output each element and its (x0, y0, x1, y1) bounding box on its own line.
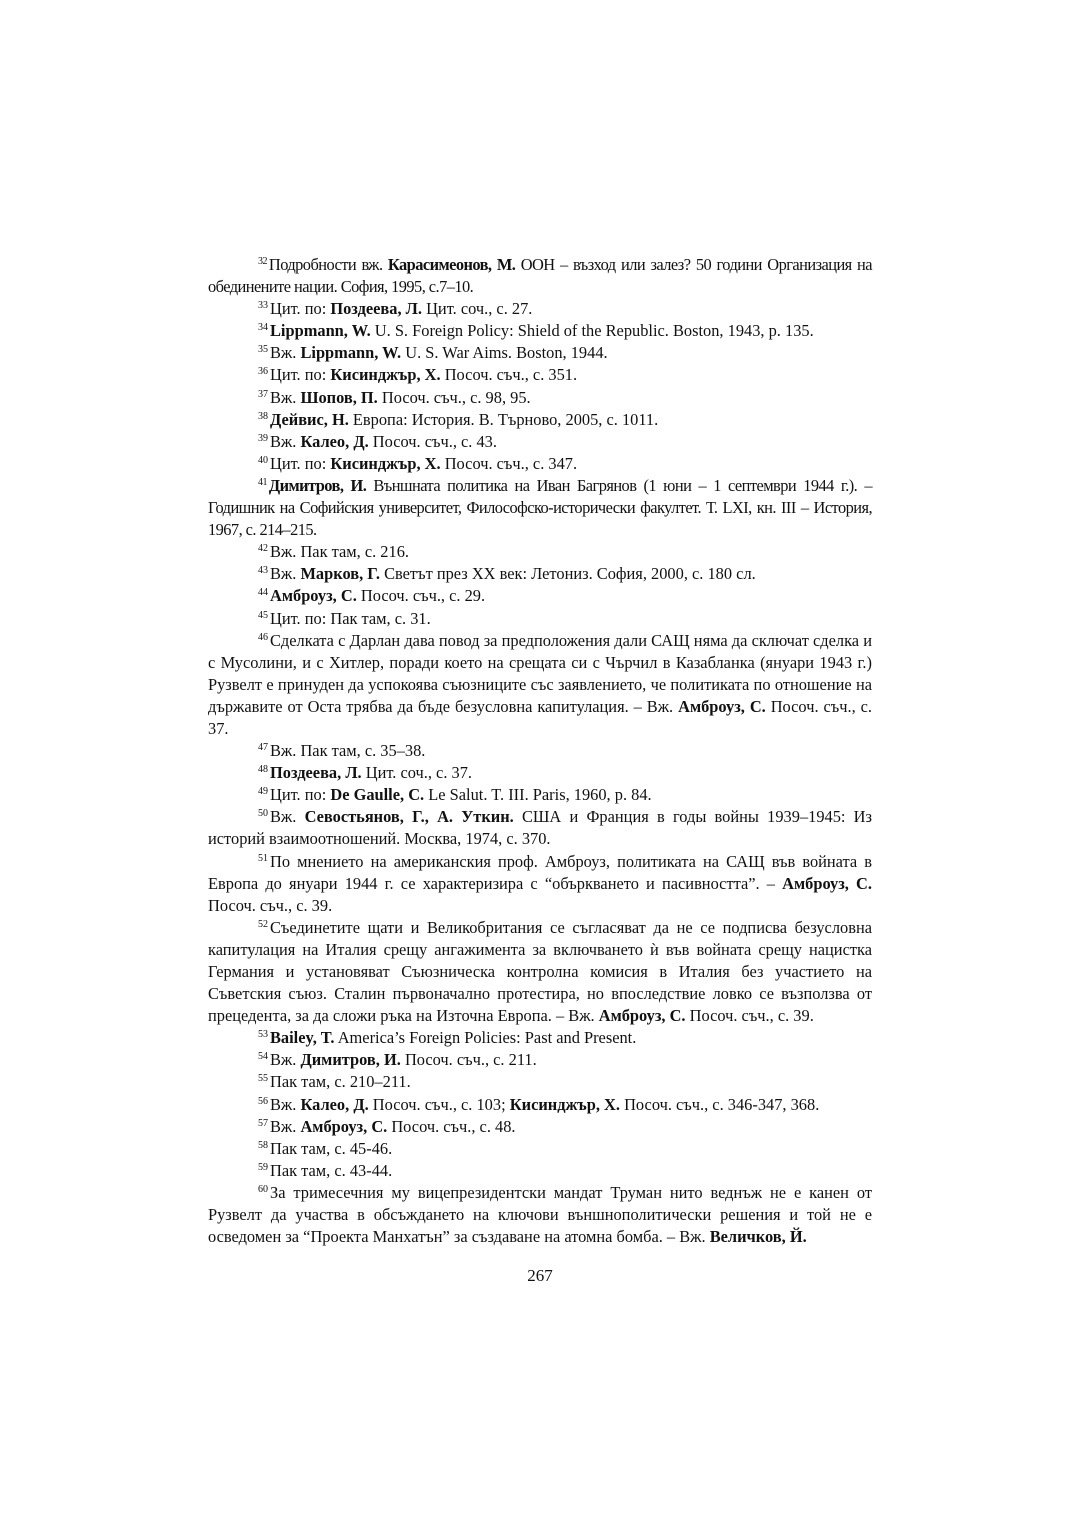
footnote-number: 52 (258, 918, 268, 930)
footnote-text: Пак там, с. 210–211. (270, 1072, 411, 1092)
footnote-55 (208, 1071, 872, 1093)
footnote-46 (208, 630, 872, 740)
page-number: 267 (527, 1266, 553, 1285)
footnote-text: Пак там, с. 45-46. (270, 1138, 393, 1158)
footnote-text: Цит. по: (270, 299, 331, 319)
footnote-number: 45 (258, 609, 268, 621)
footnote-54 (208, 1049, 872, 1071)
footnote-text: За тримесечния му вицепрезидентски мандат Труман нито веднъж не е канен от Рузвелт да участва в обсъждането на ключови външнополитически решения и той не е осведомен за “Проекта Манхатън” за създаване на атомна бомба. – Вж. (208, 1182, 872, 1247)
footnote-53 (208, 1027, 872, 1049)
footnote-47 (208, 740, 872, 762)
footnote-number: 46 (258, 631, 268, 643)
footnote-text: Вж. Пак там, с. 35–38. (270, 741, 426, 761)
footnote-text: Цит. соч., с. 37. (361, 763, 473, 783)
footnote-text: Посоч. съч., с. 29. (356, 586, 486, 606)
footnote-37 (208, 387, 872, 409)
footnote-text: Вж. (270, 387, 301, 407)
footnote-text: Вж. (270, 1116, 301, 1136)
footnote-text: ООН – възход или залез? 50 години Организация на обединените нации. София, 1995, с.7–10. (208, 255, 872, 297)
cited-author: Димитров, И. (268, 475, 367, 495)
footnote-number: 56 (258, 1095, 268, 1107)
footnote-text: Посоч. съч., с. 43. (368, 431, 497, 451)
footnote-number: 39 (258, 432, 268, 444)
cited-author: Поздеева, Л. (330, 299, 422, 319)
footnote-text: США и Франция в годы войны 1939–1945: Из историй взаимоотношений. Москва, 1974, с. 370. (208, 807, 872, 849)
footnote-text: Посоч. съч., с. 48. (387, 1116, 516, 1136)
footnote-number: 33 (258, 300, 268, 312)
footnote-text: Вж. Пак там, с. 216. (270, 542, 409, 562)
footnote-text: U. S. Foreign Policy: Shield of the Republic. Boston, 1943, p. 135. (370, 321, 814, 341)
cited-author: Марков, Г. (300, 564, 380, 584)
cited-author: Кисинджър, Х. (509, 1094, 620, 1114)
footnote-text: Посоч. съч., с. 98, 95. (377, 387, 531, 407)
footnote-text: Вж. (270, 1050, 301, 1070)
cited-author: Амброуз, С. (270, 586, 357, 606)
footnote-text: Съединетите щати и Великобритания се съгласяват да не се подписва безусловна капитулация на Италия срещу ангажимента за включването ѝ във войната срещу нацистка Германия и установяват Съюзническа контролна комисия в Италия без участието на Съветския съюз. Сталин първоначално протестира, но впоследствие ловко се възползва от прецедента, за да сложи ръка на Източна Европа. – Вж. (208, 917, 872, 1026)
footnote-number: 50 (258, 808, 268, 820)
footnote-33 (208, 298, 872, 320)
footnote-45 (208, 608, 872, 630)
cited-author: Карасимеонов, М. (387, 255, 516, 274)
footnote-number: 58 (258, 1139, 268, 1151)
footnote-48 (208, 762, 872, 784)
footnote-number: 32 (258, 256, 267, 267)
footnote-text: Цит. по: Пак там, с. 31. (270, 608, 431, 628)
footnote-number: 35 (258, 344, 268, 356)
cited-author: Калео, Д. (300, 431, 369, 451)
cited-author: De Gaulle, C. (330, 785, 425, 805)
footnote-number: 36 (258, 366, 268, 378)
footnote-36 (208, 364, 872, 386)
footnote-text: Посоч. съч., с. 211. (400, 1050, 537, 1070)
footnote-text: Вж. (270, 1094, 301, 1114)
footnote-text: Посоч. съч., с. 39. (208, 895, 333, 915)
cited-author: Севостьянов, Г., А. Уткин. (304, 807, 514, 827)
footnote-number: 59 (258, 1161, 268, 1173)
footnote-40 (208, 453, 872, 475)
footnote-text: Вж. (270, 807, 305, 827)
footnote-39 (208, 431, 872, 453)
cited-author: Калео, Д. (300, 1094, 369, 1114)
cited-author: Кисинджър, Х. (330, 365, 441, 385)
footnote-52 (208, 917, 872, 1027)
footnote-32 (208, 254, 872, 298)
footnote-51 (208, 851, 872, 917)
footnote-text: Вж. (270, 431, 301, 451)
footnote-59 (208, 1160, 872, 1182)
footnote-text: Цит. по: (270, 785, 331, 805)
footnote-number: 47 (258, 742, 268, 754)
footnote-text: Посоч. съч., с. 351. (440, 365, 578, 385)
footnote-38 (208, 409, 872, 431)
cited-author: Амброуз, С. (598, 1006, 686, 1026)
footnote-42 (208, 541, 872, 563)
footnote-text: Вж. (270, 343, 301, 363)
footnote-text: Сделката с Дарлан дава повод за предположения дали САЩ няма да сключат сделка и с Мусолини, и с Хитлер, поради което на срещата си с Чърчил в Казабланка (януари 1943 г.) Рузвелт е принуден да успокоява съюзниците със заявлението, че политиката по отношение на държавите от Оста трябва да бъде безусловна капитулация. – Вж. (208, 630, 872, 716)
cited-author: Величков, Й. (709, 1227, 807, 1247)
footnote-41 (208, 475, 872, 541)
footnote-text: Le Salut. T. III. Paris, 1960, p. 84. (424, 785, 652, 805)
footnote-number: 43 (258, 565, 268, 577)
footnote-text: Посоч. съч., с. 103; (368, 1094, 510, 1114)
footnote-number: 34 (258, 322, 268, 334)
cited-author: Амброуз, С. (300, 1116, 388, 1136)
footnote-text: Цит. по: (270, 365, 331, 385)
footnote-number: 53 (258, 1029, 268, 1041)
footnote-text: U. S. War Aims. Boston, 1944. (401, 343, 608, 363)
cited-author: Lippmann, W. (300, 343, 402, 363)
footnote-text: По мнението на американския проф. Амброуз, политиката на САЩ във войната в Европа до януари 1944 г. се характеризира с “объркването и пасивността”. – (208, 851, 872, 893)
footnote-number: 40 (258, 454, 268, 466)
footnote-number: 37 (258, 388, 268, 400)
footnote-number: 60 (258, 1183, 268, 1195)
footnote-text: Посоч. съч., с. 347. (440, 453, 578, 473)
footnote-number: 54 (258, 1051, 268, 1063)
footnote-number: 49 (258, 786, 268, 798)
footnote-text: Външната политика на Иван Багрянов (1 юни – 1 септември 1944 г.). – Годишник на Софийския университет, Философско-исторически факултет. Т. LXI, кн. III – История, 1967, с. 214–215. (208, 475, 872, 540)
cited-author: Амброуз, С. (782, 873, 872, 893)
cited-author: Дейвис, Н. (270, 409, 349, 429)
footnote-number: 48 (258, 764, 268, 776)
cited-author: Димитров, И. (300, 1050, 401, 1070)
footnote-number: 57 (258, 1117, 268, 1129)
footnote-number: 51 (258, 852, 268, 864)
footnote-text: Цит. по: (270, 453, 331, 473)
footnote-44 (208, 585, 872, 607)
footnote-number: 41 (258, 476, 267, 488)
footnote-number: 38 (258, 410, 268, 422)
footnote-56 (208, 1094, 872, 1116)
cited-author: Шопов, П. (300, 387, 378, 407)
footnote-43 (208, 563, 872, 585)
footnote-50 (208, 806, 872, 850)
cited-author: Поздеева, Л. (270, 763, 362, 783)
cited-author: Bailey, T. (270, 1028, 335, 1048)
cited-author: Lippmann, W. (270, 321, 371, 341)
footnote-number: 42 (258, 543, 268, 555)
footnote-60 (208, 1182, 872, 1248)
footnote-text: Светът през ХХ век: Летониз. София, 2000, с. 180 сл. (379, 564, 756, 584)
footnote-35 (208, 342, 872, 364)
footnote-text: America’s Foreign Policies: Past and Present. (334, 1028, 637, 1048)
footnote-text: Европа: История. В. Търново, 2005, с. 1011. (348, 409, 659, 429)
footnote-text: Подробности вж. (268, 255, 388, 274)
footnote-49 (208, 784, 872, 806)
footnote-text: Посоч. съч., с. 39. (685, 1006, 814, 1026)
footnote-text: Посоч. съч., с. 346-347, 368. (620, 1094, 820, 1114)
footnote-text: Посоч. съч., с. 37. (208, 696, 873, 738)
cited-author: Кисинджър, Х. (330, 453, 441, 473)
footnote-text: Вж. (270, 564, 301, 584)
footnote-57 (208, 1116, 872, 1138)
footnote-number: 55 (258, 1073, 268, 1085)
footnote-text: Цит. соч., с. 27. (422, 299, 533, 319)
footnote-58 (208, 1138, 872, 1160)
footnotes-block (208, 254, 872, 1248)
footnote-text: Пак там, с. 43-44. (270, 1160, 393, 1180)
footnote-34 (208, 320, 872, 342)
cited-author: Амброуз, С. (678, 696, 766, 716)
footnote-number: 44 (258, 587, 268, 599)
